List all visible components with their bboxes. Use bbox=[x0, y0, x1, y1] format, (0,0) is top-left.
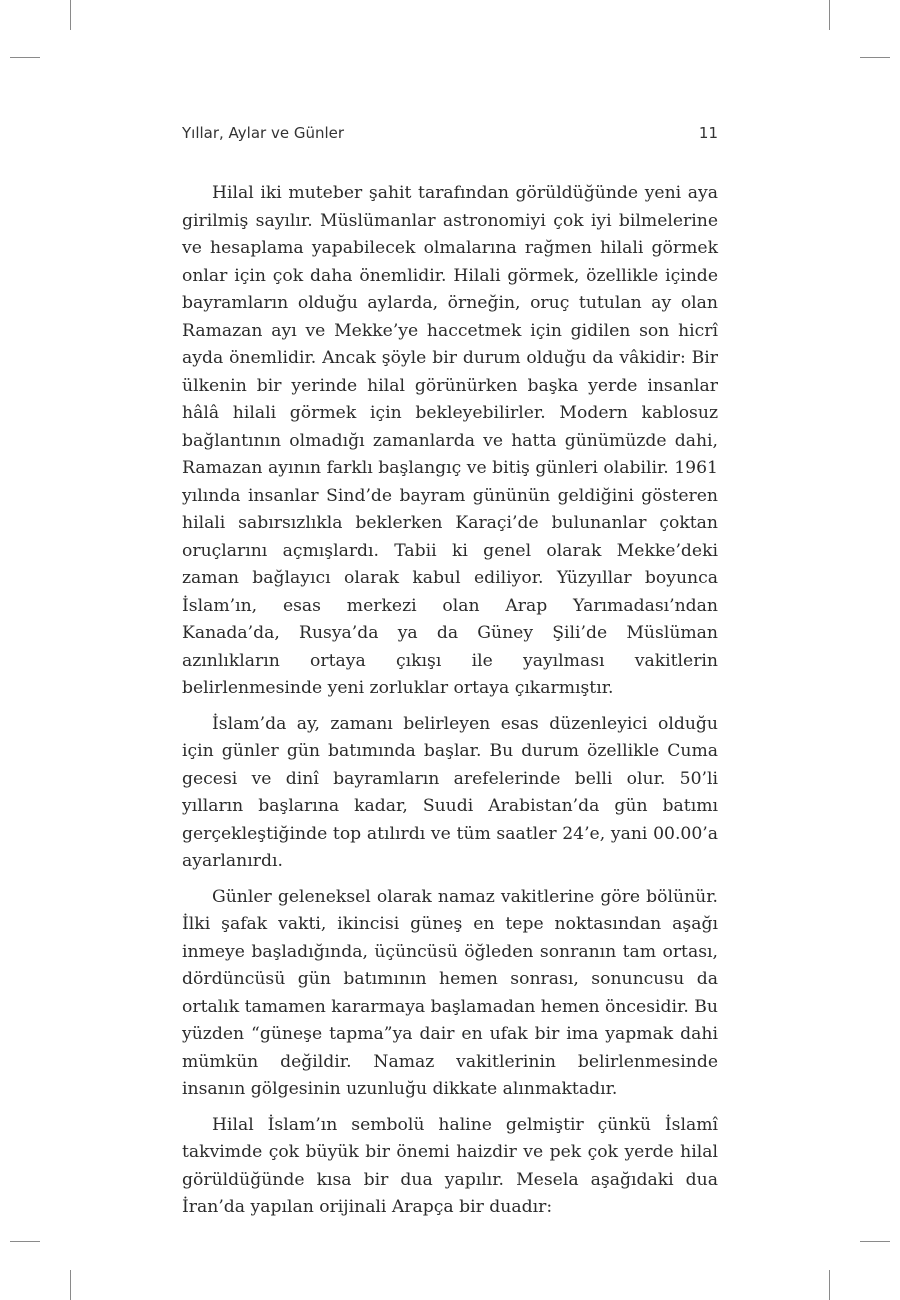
crop-mark-left-bottom bbox=[10, 1241, 40, 1242]
crop-mark-right-top bbox=[860, 57, 890, 58]
crop-mark-right-bottom bbox=[860, 1241, 890, 1242]
body-text bbox=[182, 180, 718, 1222]
crop-mark-top-right bbox=[829, 0, 830, 30]
chapter-title: Yıllar, Aylar ve Günler bbox=[182, 124, 345, 142]
crop-mark-bottom-right bbox=[829, 1270, 830, 1300]
paragraph-2: İslam’da ay, zamanı belirleyen esas düzenleyici olduğu için günler gün batımında başlar. Bu durum özellikle Cuma gecesi ve dinî bayramların arefelerinde belli olur. 50’li yılların başlarına kadar, Suudi Arabistan’da gün batımı gerçekleştiğinde top atılırdı ve tüm saatler 24’e, yani 00.00’a ayarlanırdı. bbox=[182, 713, 718, 871]
paragraph-1: Hilal iki muteber şahit tarafından görüldüğünde yeni aya girilmiş sayılır. Müslümanlar astronomiyi çok iyi bilmelerine ve hesaplama yapabilecek olmalarına rağmen hilali görmek onlar için çok daha önemlidir. Hilali görmek, özellikle içinde bayramların olduğu aylarda, örneğin, oruç tutulan ay olan Ramazan ayı ve Mekke’ye haccetmek için gidilen son hicrî ayda önemlidir. Ancak şöyle bir durum olduğu da vâkidir: Bir ülkenin bir yerinde hilal görünürken başka yerde insanlar hâlâ hilali görmek için bekleyebilirler. Modern kablosuz bağlantının olmadığı zamanlarda ve hatta günümüzde dahi, Ramazan ayının farklı başlangıç ve bitiş günleri olabilir. 1961 yılında insanlar Sind’de bayram gününün geldiğini gösteren hilali sabırsızlıkla beklerken Karaçi’de bulunanlar çoktan oruçlarını açmışlardı. Tabii ki genel olarak Mekke’deki zaman bağlayıcı olarak kabul ediliyor. Yüzyıllar boyunca İslam’ın, esas merkezi olan Arap Yarımadası’ndan Kanada’da, Rusya’da ya da Güney Şili’de Müslüman azınlıkların ortaya çıkışı ile yayılması vakitlerin belirlenmesinde yeni zorluklar ortaya çıkarmıştır. bbox=[182, 183, 718, 698]
crop-mark-left-top bbox=[10, 57, 40, 58]
paragraph-4: Hilal İslam’ın sembolü haline gelmiştir çünkü İslamî takvimde çok büyük bir önemi haizdir ve pek çok yerde hilal görüldüğünde kısa bir dua yapılır. Mesela aşağıdaki dua İran’da yapılan orijinali Arapça bir duadır: bbox=[182, 1114, 718, 1217]
crop-mark-bottom-left bbox=[70, 1270, 71, 1300]
page-number: 11 bbox=[698, 124, 718, 142]
paragraph-3: Günler geleneksel olarak namaz vakitlerine göre bölünür. İlki şafak vakti, ikincisi güneş en tepe noktasından aşağı inmeye başladığında, üçüncüsü öğleden sonranın tam ortası, dördüncüsü gün batımının hemen sonrası, sonuncusu da ortalık tamamen kararmaya başlamadan hemen öncesidir. Bu yüzden “güneşe tapma”ya dair en ufak bir ima yapmak dahi mümkün değildir. Namaz vakitlerinin belirlenmesinde insanın gölgesinin uzunluğu dikkate alınmaktadır. bbox=[182, 886, 718, 1099]
crop-mark-top-left bbox=[70, 0, 71, 30]
